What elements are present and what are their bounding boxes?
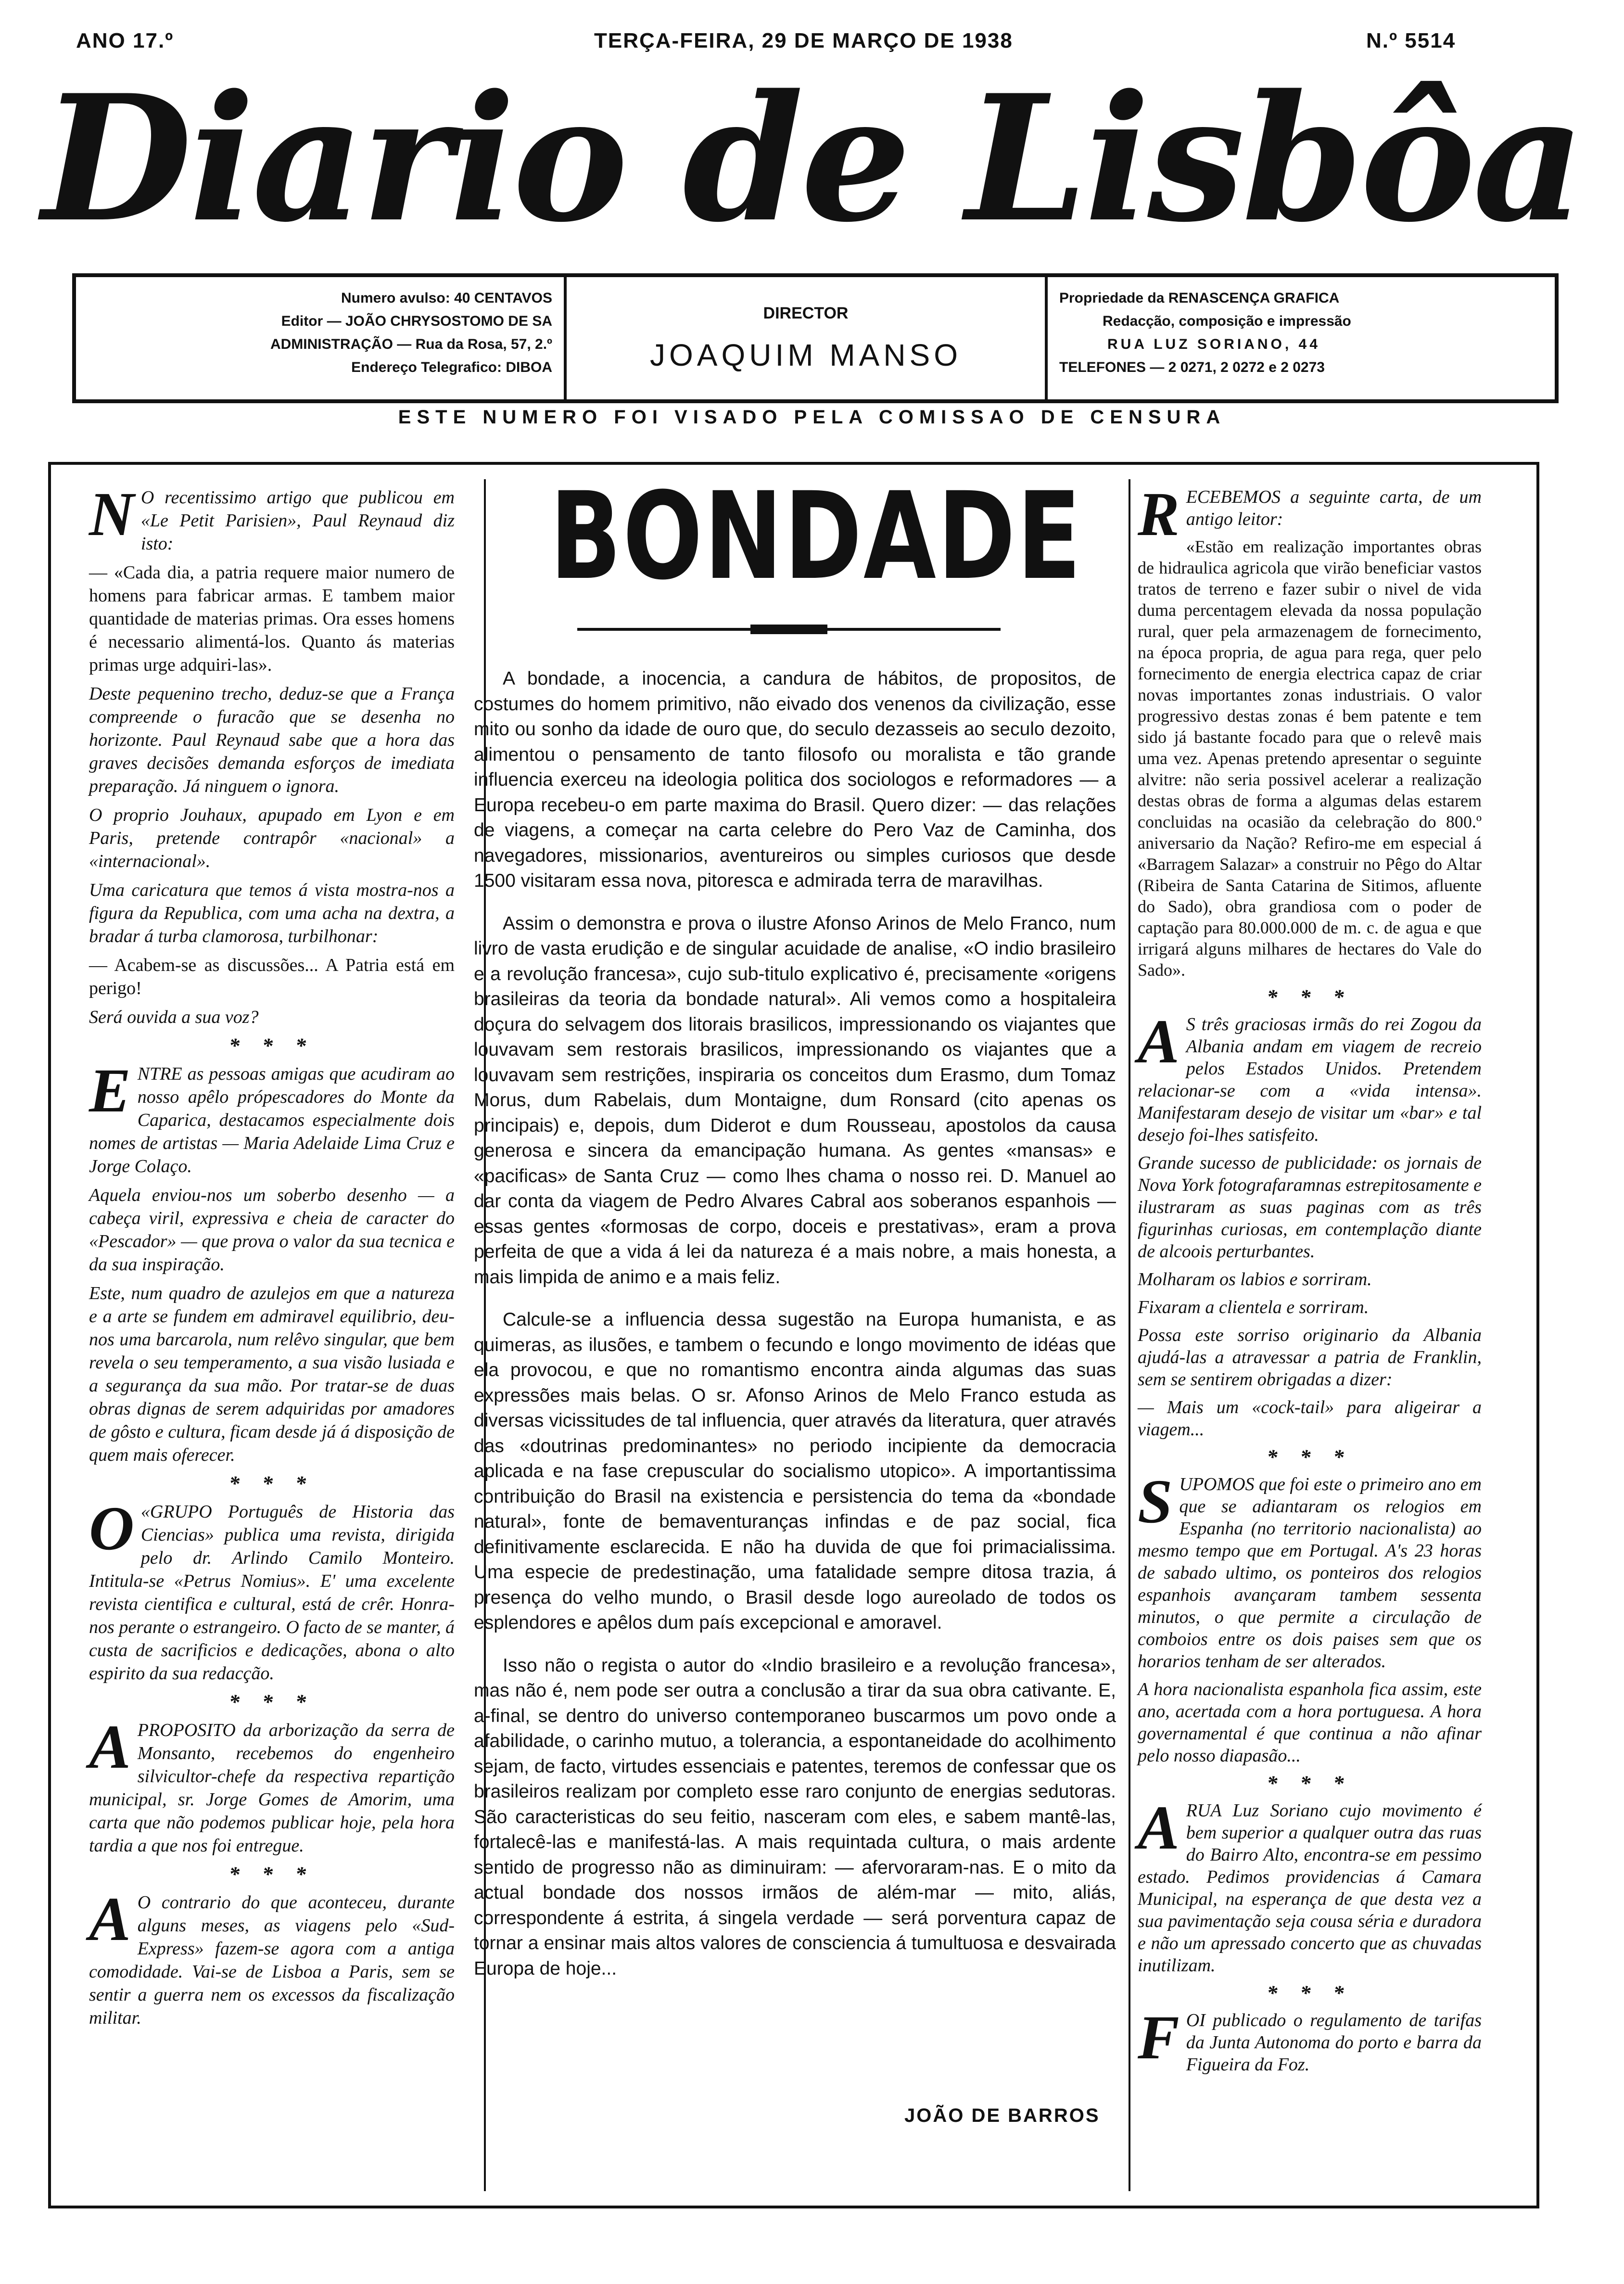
left-item-3: O «GRUPO Português de Historia das Ciencias» publica uma revista, dirigida pelo dr. Arlindo Camilo Monteiro. Intitula-se «Petrus Nomius». E' uma excelente revista cientifica e cultural, está de crêr. Honra-nos perante o estrangeiro. O facto de se manter, á custa de sacrificios e dedicações, abona o alto espirito da sua redacção.: [89, 1494, 455, 1684]
left-item-1-text: — Acabem-se as discussões... A Patria está em perigo!: [89, 955, 455, 998]
ownership-line: Propriedade da RENASCENÇA GRAFICA: [1059, 290, 1340, 306]
price-line: Numero avulso: 40 CENTAVOS: [341, 290, 552, 306]
separator-stars: * * *: [229, 1472, 315, 1495]
left-item-2-text: Este, num quadro de azulejos em que a natureza e a arte se fundem em admiravel equilibrio, deu-nos uma barcarola, num relêvo singular, que bem revela o seu temperamento, a sua visão lusiada e a segurança da sua mão. Por tratar-se de duas obras dignas de serem adquiridas por amadores de gôsto e cultura, ficam desde já á disposição de quem mais oferecer.: [89, 1283, 455, 1465]
right-item-2-text: Fixaram a clientela e sorriram.: [1138, 1297, 1369, 1317]
drop-cap: S: [1138, 1467, 1173, 1536]
phones-line: TELEFONES — 2 0271, 2 0272 e 2 0273: [1059, 359, 1325, 375]
left-item-1-intro: N O recentissimo artigo que publicou em «Le Petit Parisien», Paul Reynaud diz isto:: [89, 480, 455, 554]
separator-stars: * * *: [229, 1863, 315, 1886]
censorship-notice: ESTE NUMERO FOI VISADO PELA COMISSAO DE CENSURA: [398, 407, 1226, 428]
drop-cap: A: [1138, 1793, 1180, 1863]
left-item-2: ENTRE as pessoas amigas que acudiram ao nosso apêlo própescadores do Monte da Caparica, destacamos especialmente dois nomes de artistas — Maria Adelaide Lima Cruz e Jorge Colaço.: [89, 1056, 455, 1176]
left-item-1-text: Deste pequenino trecho, deduz-se que a França compreende o furacão que se desenha no horizonte. Paul Reynaud sabe que a hora das graves decisões demanda esforços de imediata preparação. Já ninguem o ignora.: [89, 684, 455, 796]
right-column: [1138, 480, 1482, 2081]
separator-stars: * * *: [229, 1690, 315, 1714]
drop-cap: F: [1138, 2003, 1180, 2072]
title-rule-ornament: [750, 625, 827, 634]
separator-stars: * * *: [1267, 1772, 1353, 1795]
right-item-2: A S três graciosas irmãs do rei Zogou da Albania andam em viagem de recreio pelos Estados Unidos. Pretendem relacionar-se com a «vida intensa». Manifestaram desejo de visitar um «bar» e tal desejo foi-lhes satisfeito.: [1138, 1007, 1482, 1145]
right-item-4: ARUA Luz Soriano cujo movimento é bem superior a qualquer outra das ruas do Bairro Alto, encontra-se em pessimo estado. Pedimos providencias á Camara Municipal, na esperança de que desta vez a sua pavimentação seja cousa séria e duradora e não um apressado concerto que as chuvadas inutilizam.: [1138, 1793, 1482, 1976]
right-item-1-letter: «Estão em realização importantes obras de hidraulica agricola que virão beneficiar vastos tratos de terreno e fazer subir o nivel de vida duma percentagem elevada da nossa população rural, quer pela armazenagem de fornecimento, na época propria, de agua para rega, quer pelo fornecimento de energia electrica capaz de criar novas importantes zonas industriais. O valor progressivo destas zonas é bem patente e tem sido já bastante focado para que o relevê mais uma vez. Apenas pretendo apresentar o seguinte alvitre: não seria possivel acelerar a realização destas obras de forma a algumas delas estarem concluidas na ocasião da celebração do 800.º aniversario da Nação? Refiro-me em especial á «Barragem Salazar» a construir no Pêgo do Altar (Ribeira de Santa Catarina de Sitimos, afluente do Sado), obra grandiosa com o poder de captação para 80.000.000 de m. c. de agua e que irrigará alguns milhares de hectares do Vale do Sado».: [1138, 537, 1482, 980]
drop-cap: E: [89, 1056, 131, 1125]
left-item-1-quote: — «Cada dia, a patria requere maior numero de homens para fabricar armas. E tambem maior quantidade de materias primas. Ora esses homens é necessario alimentá-los. Quanto ás materias primas urge adquiri-las».: [89, 562, 455, 675]
director-label: DIRECTOR: [763, 304, 849, 322]
right-item-1-intro: RECEBEMOS a seguinte carta, de um antigo leitor:: [1138, 480, 1482, 549]
article-author: JOÃO DE BARROS: [904, 2105, 1100, 2126]
administration-line: ADMINISTRAÇÃO — Rua da Rosa, 57, 2.º: [270, 336, 552, 352]
issue-number: N.º 5514: [1366, 29, 1456, 52]
separator-stars: * * *: [229, 1034, 315, 1058]
issue-date: TERÇA-FEIRA, 29 DE MARÇO DE 1938: [594, 29, 1013, 52]
right-item-2-text: Grande sucesso de publicidade: os jornais de Nova York fotografaramnas estrepitosamente e ilustraram as suas paginas com as três figurinhas curiosas, em contemplação diante de alcoois perturbantes.: [1138, 1153, 1482, 1262]
right-item-2-text: — Mais um «cock-tail» para aligeirar a viagem...: [1138, 1397, 1482, 1440]
right-item-2-text: Possa este sorriso originario da Albania ajudá-las a atravessar a patria de Franklin, sem se sentirem obrigadas a dizer:: [1138, 1325, 1482, 1390]
right-item-3: SUPOMOS que foi este o primeiro ano em que se adiantaram os relogios em Espanha (no territorio nacionalista) ao mesmo tempo que em Portugal. A's 23 horas de sabado ultimo, os ponteiros dos relogios espanhois avançaram tambem sessenta minutos, o que permite a circulação de comboios entre os dois paises sem que os horarios tenham de ser alterados.: [1138, 1467, 1482, 1672]
info-right: [1048, 277, 1555, 399]
info-box: [72, 273, 1559, 403]
left-item-1-text: Uma caricatura que temos á vista mostra-nos a figura da Republica, com uma acha na dextra, a bradar á turba clamorosa, turbilhonar:: [89, 880, 455, 946]
article-paragraph: Calcule-se a influencia dessa sugestão na Europa humanista, e as quimeras, as ilusões, e tambem o fecundo e longo movimento de idéas que ela provocou, e que no romantismo encontra ainda algumas das suas expressões mais belas. O sr. Afonso Arinos de Melo Franco estuda as diversas vicissitudes de tal influencia, quer através da literatura, quer através das «doutrinas predominantes» no periodo incipiente da democracia aplicada e na fase crepuscular do socialismo utopico». A importantissima contribuição do Brasil na existencia e persistencia do tema da «bondade natural», fonte de bemaventuranças infindas e de paz social, fica definitivamente esclarecida. E não ha duvida de que foi primacialissima. Uma especie de predestinação, uma fatalidade sempre ditosa trazia, á presença do velho mundo, o Brasil desde logo aureolado de todos os esplendores e apêlos dum país excepcional e amoravel.: [474, 1309, 1116, 1633]
editor-line: Editor — JOÃO CHRYSOSTOMO DE SA: [281, 313, 552, 329]
left-item-5: A O contrario do que aconteceu, durante alguns meses, as viagens pelo «Sud-Express» fazem-se agora com a antiga comodidade. Vai-se de Lisboa a Paris, sem se sentir a guerra nem os excessos da fiscalização militar.: [89, 1885, 455, 2028]
left-item-1-text: Será ouvida a sua voz?: [89, 1007, 259, 1027]
drop-cap: A: [89, 1712, 131, 1782]
article-paragraph: Isso não o regista o autor do «Indio brasileiro e a revolução francesa», mas não é, nem pode ser outra a conclusão a tirar da sua obra cativante. E, a-final, se dentro do universo contemporaneo buscarmos um povo onde a afabilidade, o carinho mutuo, a tolerancia, a espontaneidade do acolhimento sejam, de facto, virtudes essenciais e patentes, teremos de confessar que os brasileiros realizam por completo esse raro conjunto de energias sedutoras. São caracteristicas do seu feitio, nasceram com eles, e sabem mantê-las, fortalecê-las e manifestá-las. A mais requintada cultura, o mais ardente sentido de progresso não as diminuiram: — afervoraram-nas. E o mito da actual bondade dos nossos irmãos de além-mar — mito, aliás, correspondente á estrita, á singela verdade — será porventura capaz de tornar a ensinar mais altos valores de consciencia á tumultuosa e desvairada Europa de hoje...: [474, 1655, 1116, 1979]
right-item-2-text: Molharam os labios e sorriram.: [1138, 1269, 1372, 1289]
separator-stars: * * *: [1267, 1445, 1353, 1469]
year-label: ANO 17.º: [76, 29, 174, 52]
info-director: [567, 277, 1048, 399]
right-item-3-text: A hora nacionalista espanhola fica assim, este ano, acertada com a hora portuguesa. A hora governamental é que continua a não afinar pelo nosso diapasão...: [1138, 1679, 1482, 1766]
article-title: BONDADE: [550, 466, 1083, 606]
redaction-line: Redacção, composição e impressão: [1103, 313, 1351, 329]
column-divider-right: [1129, 479, 1130, 2191]
drop-cap: R: [1138, 480, 1180, 549]
left-item-4: APROPOSITO da arborização da serra de Monsanto, recebemos do engenheiro silvicultor-chefe da respectiva repartição municipal, sr. Jorge Gomes de Amorim, uma carta que não podemos publicar hoje, pela hora tardia a que nos foi entregue.: [89, 1712, 455, 1856]
article-paragraph: Assim o demonstra e prova o ilustre Afonso Arinos de Melo Franco, num livro de vasta erudição e de singular acuidade de analise, «O indio brasileiro e a revolução francesa», cujo sub-titulo explicativo é, precisamente «origens brasileiras da teoria da bondade natural». Ali vemos como a hospitaleira doçura do selvagem dos litorais brasilicos, impressionando os viajantes que louvavam sem restorais brasilicos, impressionando os viajantes que a louvavam sem restrições, inspiraria os conceitos dum Erasmo, dum Tomaz Morus, dum Rabelais, dum Montaigne, dum Ronsard (cito apenas os principais) e, depois, dum Diderot e dum Rousseau, apostolos da causa generosa e sincera da emancipação humana. As gentes «mansas» e «pacificas» de Santa Cruz — como lhes chama o nosso rei. D. Manuel ao dar conta da viagem de Pedro Alvares Cabral aos soberanos espanhois — essas gentes «formosas de corpo, doceis e prestativas», eram a prova perfeita de que a vida á lei da natureza é a mais nobre, a mais honesta, a mais limpida de animo e a mais feliz.: [474, 913, 1116, 1288]
drop-cap: O: [89, 1494, 134, 1563]
separator-stars: * * *: [1267, 1981, 1353, 2005]
separator-stars: * * *: [1267, 985, 1353, 1009]
article-paragraph: A bondade, a inocencia, a candura de hábitos, de propositos, de costumes do homem primitivo, não eivado dos venenos da civilização, esse mito ou sonho da idade de ouro que, do seculo dezasseis ao seculo dezoito, alimentou o pensamento de tanto filosofo ou moralista e tão grande influencia exerceu na ideologia politica dos sociologos e reformadores — a Europa recebeu-o em parte maxima do Brasil. Quero dizer: — das relações de viagens, a começar na carta celebre do Pero Vaz de Caminha, dos navegadores, missionarios, aventureiros ou simples curiosos que desde 1500 visitaram essa nova, pitoresca e admirada terra de maravilhas.: [474, 668, 1116, 891]
telegraph-line: Endereço Telegrafico: DIBOA: [351, 359, 552, 375]
right-item-5: FOI publicado o regulamento de tarifas da Junta Autonoma do porto e barra da Figueira da Foz.: [1138, 2003, 1482, 2075]
drop-cap: N: [89, 480, 134, 549]
main-article: [474, 666, 1116, 1999]
address-line: RUA LUZ SORIANO, 44: [1107, 336, 1320, 352]
masthead-title: Diario de Lisbôa: [42, 57, 1582, 260]
director-name: JOAQUIM MANSO: [649, 338, 962, 372]
left-item-2-text: Aquela enviou-nos um soberbo desenho — a cabeça viril, expressiva e cheia de caracter do «Pescador» — que prova o valor da sua tecnica e da sua inspiração.: [89, 1185, 455, 1275]
left-item-1-text: O proprio Jouhaux, apupado em Lyon e em Paris, pretende contrapôr «nacional» a «internacional».: [89, 805, 455, 871]
drop-cap: A: [1138, 1007, 1180, 1076]
left-column: [89, 480, 455, 2035]
drop-cap: A: [89, 1885, 131, 1954]
info-left: [76, 277, 567, 399]
